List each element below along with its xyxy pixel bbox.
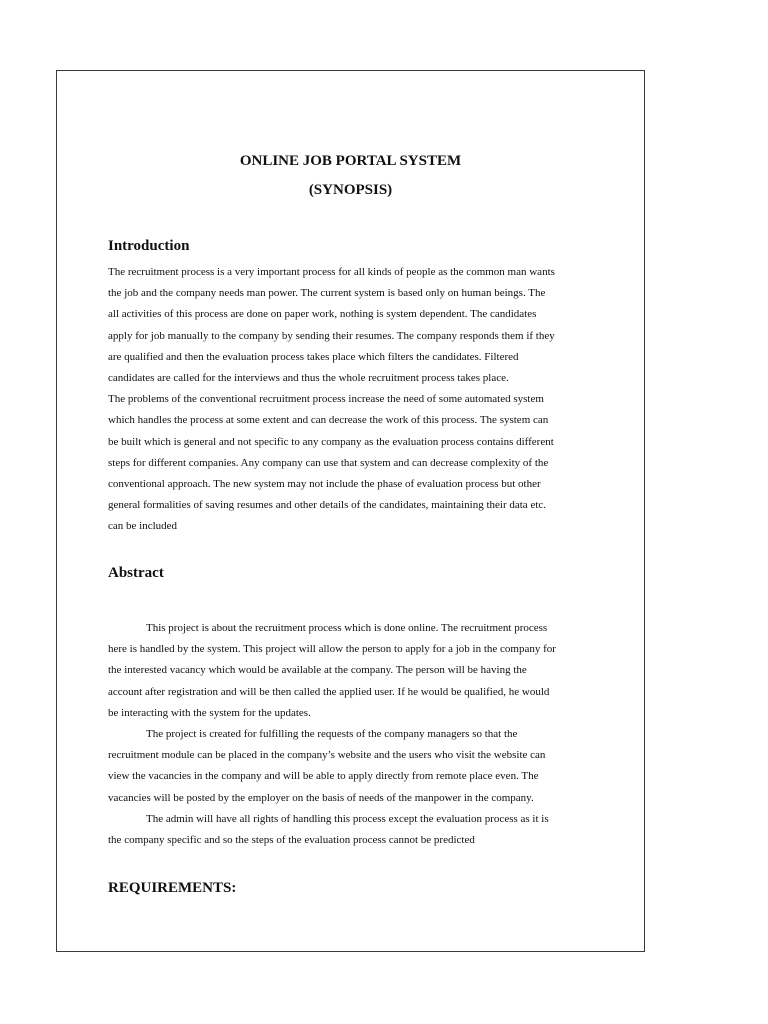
text-line: apply for job manually to the company by sending their resumes. The company responds them if they — [108, 329, 555, 342]
introduction-paragraph — [108, 262, 608, 538]
text-line: the job and the company needs man power. The current system is based only on human beings. The — [108, 287, 546, 300]
requirements-heading: REQUIREMENTS: — [108, 880, 237, 896]
text-line: here is handled by the system. This project will allow the person to apply for a job in the company for — [108, 643, 556, 656]
text-line: be built which is general and not specific to any company as the evaluation process contains different — [108, 435, 554, 448]
text-line: The recruitment process is a very important process for all kinds of people as the common man wants — [108, 266, 555, 278]
text-line: The admin will have all rights of handling this process except the evaluation process as it is — [146, 812, 549, 825]
document-subtitle: (SYNOPSIS) — [308, 182, 393, 198]
abstract-heading: Abstract — [108, 565, 164, 581]
text-line: the company specific and so the steps of the evaluation process cannot be predicted — [108, 834, 475, 847]
text-line: This project is about the recruitment process which is done online. The recruitment process — [146, 622, 548, 634]
text-line: The problems of the conventional recruitment process increase the need of some automated system — [108, 393, 544, 406]
text-line: can be included — [108, 520, 178, 533]
text-line: general formalities of saving resumes and other details of the candidates, maintaining their data etc. — [108, 499, 547, 512]
text-line: The project is created for fulfilling the requests of the company managers so that the — [146, 728, 518, 741]
document-title: ONLINE JOB PORTAL SYSTEM — [239, 153, 462, 169]
abstract-paragraph — [108, 618, 608, 851]
text-line: steps for different companies. Any company can use that system and can decrease complexity of the — [108, 456, 549, 469]
introduction-heading: Introduction — [108, 238, 190, 254]
text-line: view the vacancies in the company and will be able to apply directly from remote place even. The — [108, 770, 539, 783]
text-line: account after registration and will be then called the applied user. If he would be qualified, he would — [108, 685, 550, 698]
text-line: be interacting with the system for the updates. — [108, 706, 311, 719]
text-line: the interested vacancy which would be available at the company. The person will be having the — [108, 664, 527, 677]
text-line: candidates are called for the interviews and thus the whole recruitment process takes place. — [108, 372, 509, 385]
text-line: all activities of this process are done on paper work, nothing is system dependent. The candidates — [108, 308, 537, 321]
text-line: vacancies will be posted by the employer on the basis of needs of the manpower in the company. — [108, 791, 534, 804]
text-line: which handles the process at some extent and can decrease the work of this process. The system can — [108, 414, 549, 427]
text-line: recruitment module can be placed in the company’s website and the users who visit the website can — [108, 749, 546, 762]
text-line: conventional approach. The new system may not include the phase of evaluation process but other — [108, 478, 541, 491]
text-line: are qualified and then the evaluation process takes place which filters the candidates. Filtered — [108, 350, 519, 363]
